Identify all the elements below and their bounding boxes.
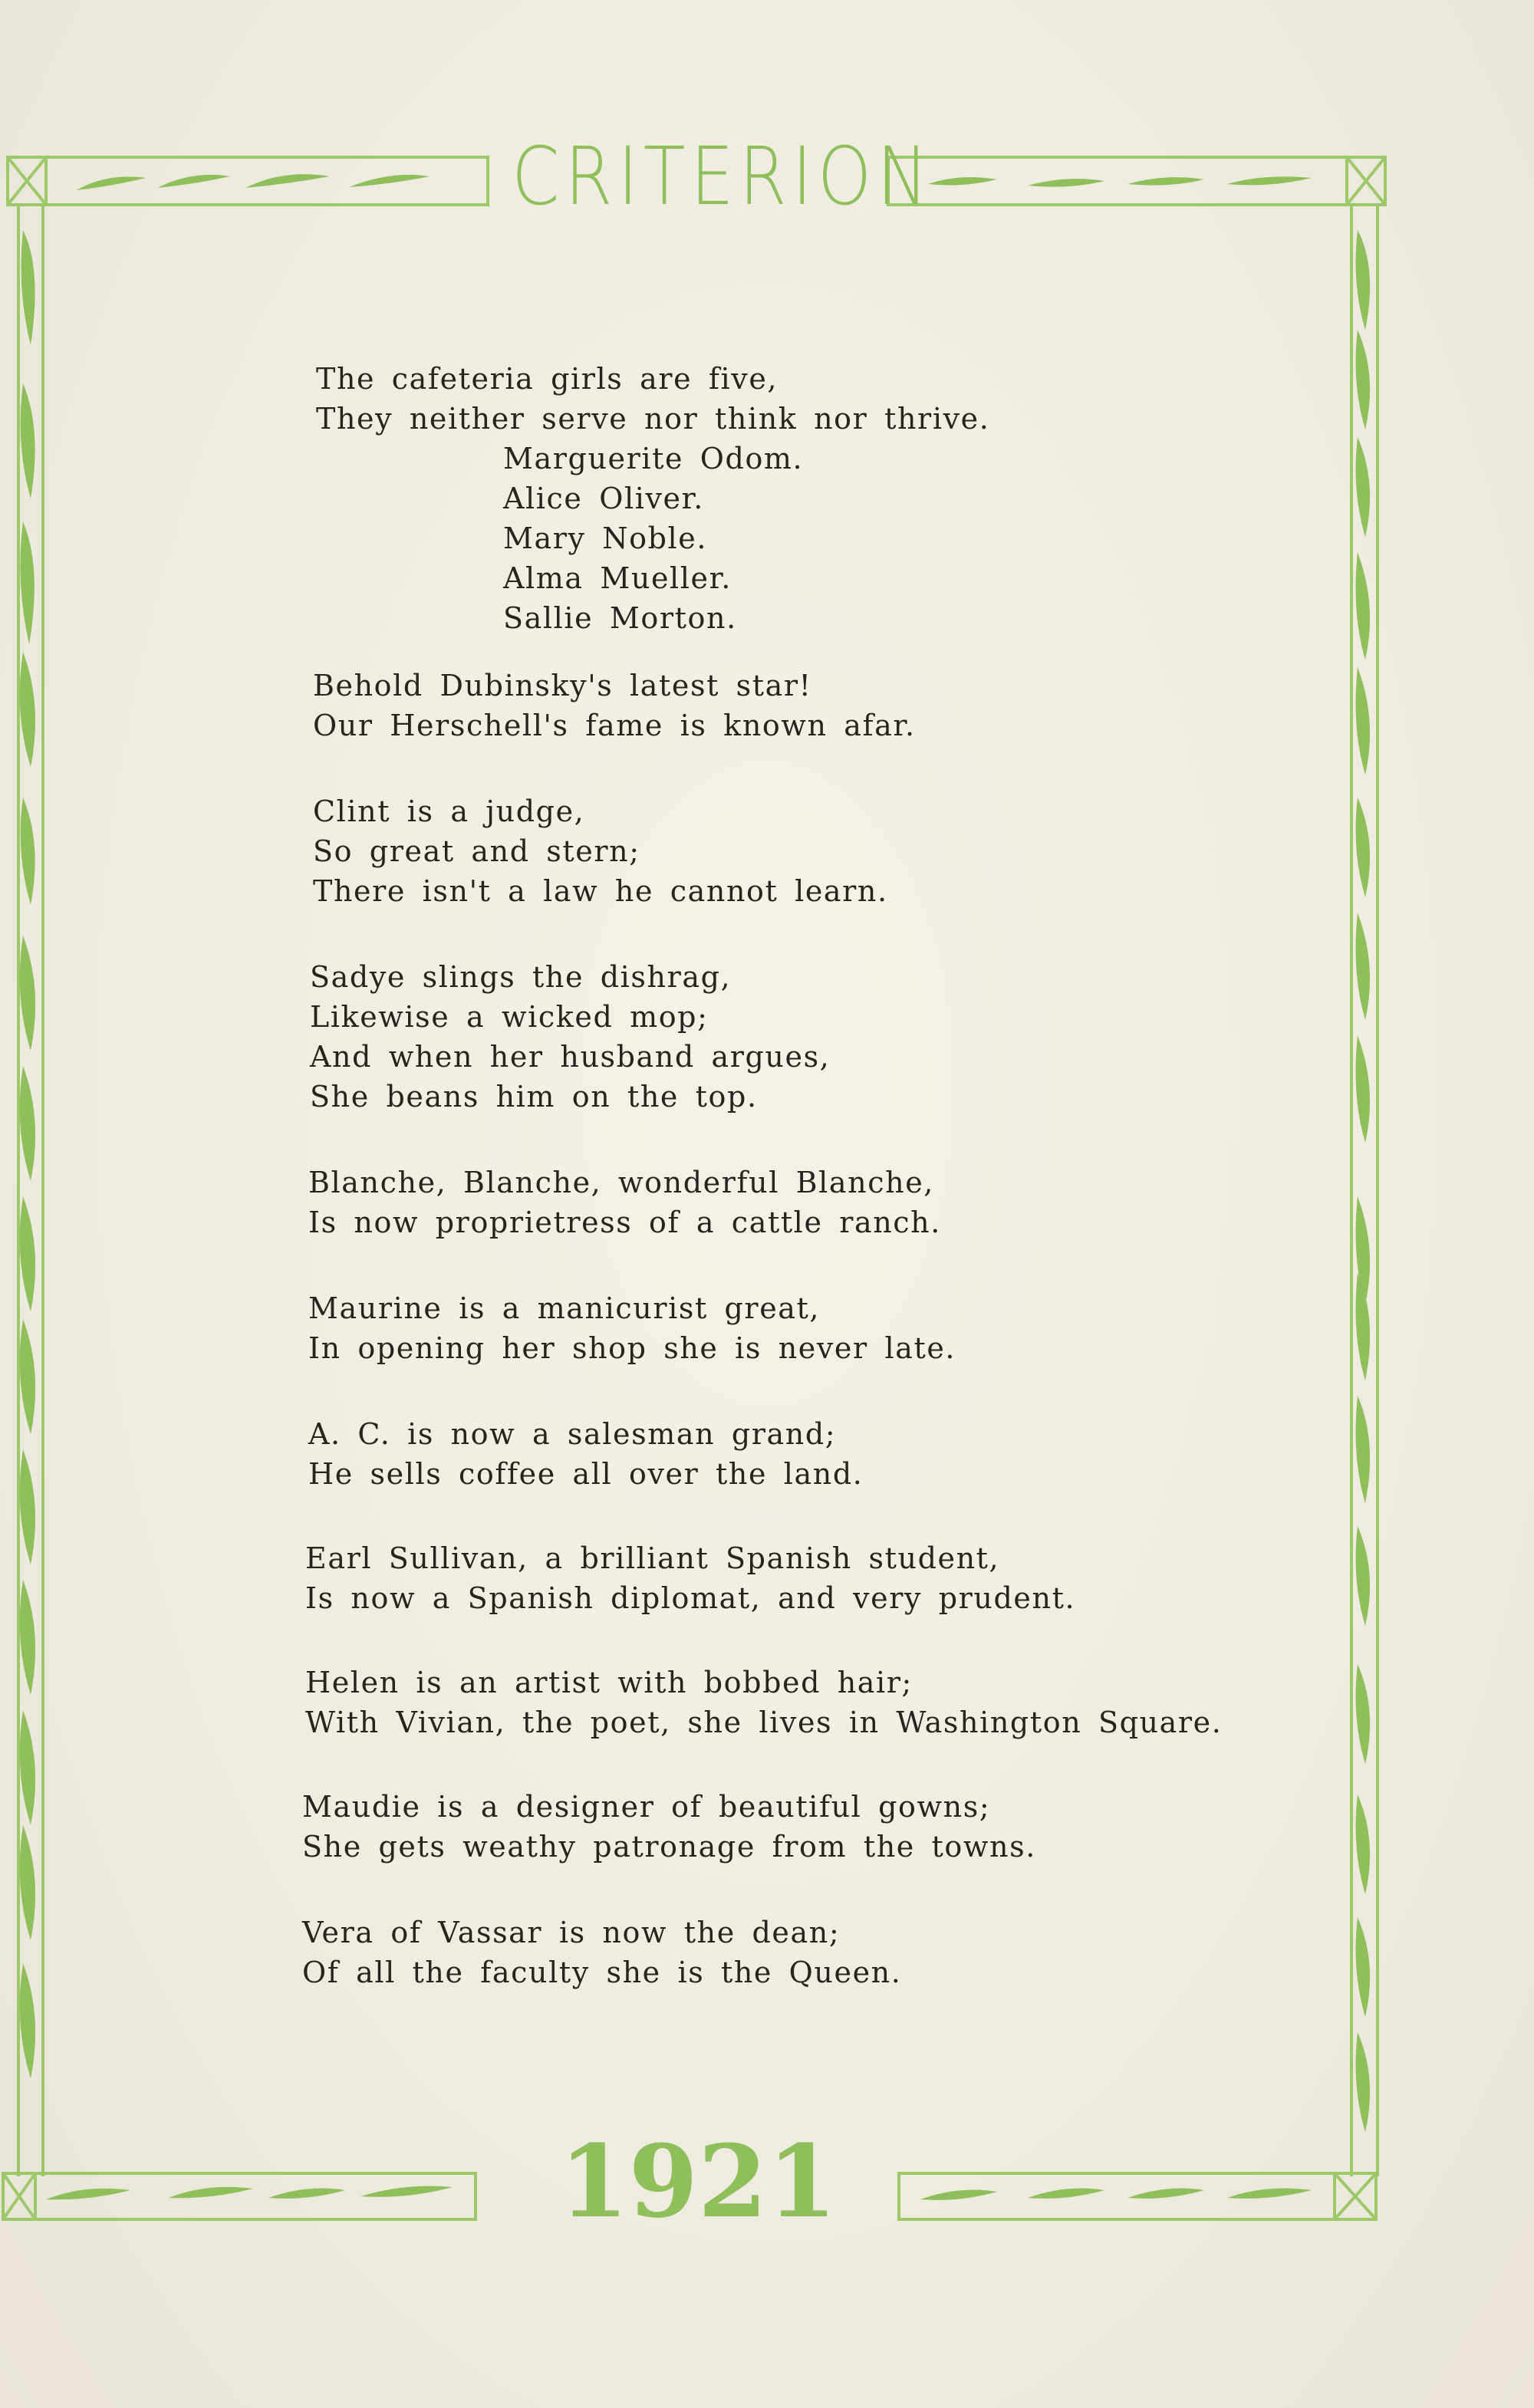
stanza-6 — [308, 1288, 956, 1368]
poem-line: In opening her shop she is never late. — [308, 1331, 956, 1365]
poem-line: Vera of Vassar is now the dean; — [302, 1916, 841, 1949]
poem-line: The cafeteria girls are five, — [316, 362, 779, 396]
poem-line: Of all the faculty she is the Queen. — [302, 1956, 902, 1989]
stanza-2 — [313, 666, 916, 745]
poem-line: Blanche, Blanche, wonderful Blanche, — [308, 1166, 934, 1199]
stanza-9 — [305, 1663, 1222, 1742]
stanza-10 — [302, 1787, 1036, 1867]
poem-line: A. C. is now a salesman grand; — [308, 1417, 837, 1451]
stanza-3 — [313, 791, 888, 911]
poem-line: Is now proprietress of a cattle ranch. — [308, 1206, 941, 1239]
stanza-8 — [305, 1538, 1075, 1618]
poem-line: He sells coffee all over the land. — [308, 1457, 864, 1491]
poem-line: With Vivian, the poet, she lives in Washington Square. — [305, 1706, 1223, 1739]
stanza-1 — [316, 359, 989, 439]
name-item: Alice Oliver. — [503, 482, 704, 515]
poem-line: There isn't a law he cannot learn. — [313, 874, 888, 908]
poem-line: Maudie is a designer of beautiful gowns; — [302, 1790, 991, 1824]
poem-line: And when her husband argues, — [310, 1040, 831, 1074]
poem-line: Our Herschell's fame is known afar. — [313, 709, 916, 742]
poem-line: She gets weathy patronage from the towns. — [302, 1830, 1036, 1864]
stanza-11 — [302, 1913, 901, 1992]
page-title: CRITERION — [512, 130, 933, 223]
poem-line: Earl Sullivan, a brilliant Spanish student, — [305, 1541, 1000, 1575]
poem-line: Behold Dubinsky's latest star! — [313, 669, 812, 702]
poem-line: Helen is an artist with bobbed hair; — [305, 1666, 913, 1699]
stanza-5 — [308, 1163, 941, 1242]
poem-line: Maurine is a manicurist great, — [308, 1291, 821, 1325]
name-item: Sallie Morton. — [503, 601, 737, 635]
stanza-4 — [310, 957, 830, 1117]
left-leaf-column — [20, 230, 35, 2078]
poem-line: Likewise a wicked mop; — [310, 1000, 709, 1034]
name-item: Mary Noble. — [503, 521, 708, 555]
poem-line: Is now a Spanish diplomat, and very prudent. — [305, 1581, 1076, 1615]
right-leaf-column — [1356, 230, 1371, 2132]
poem-line: So great and stern; — [313, 834, 640, 868]
stanza-7 — [308, 1414, 863, 1494]
name-list — [503, 439, 803, 638]
name-item: Marguerite Odom. — [503, 442, 804, 475]
poem-line: They neither serve nor think nor thrive. — [316, 402, 990, 436]
year-label: 1921 — [559, 2123, 837, 2240]
poem-line: Sadye slings the dishrag, — [310, 960, 732, 994]
header-bar-left — [8, 157, 488, 205]
poem-line: Clint is a judge, — [313, 794, 585, 828]
name-item: Alma Mueller. — [503, 561, 732, 595]
poem-line: She beans him on the top. — [310, 1080, 758, 1114]
